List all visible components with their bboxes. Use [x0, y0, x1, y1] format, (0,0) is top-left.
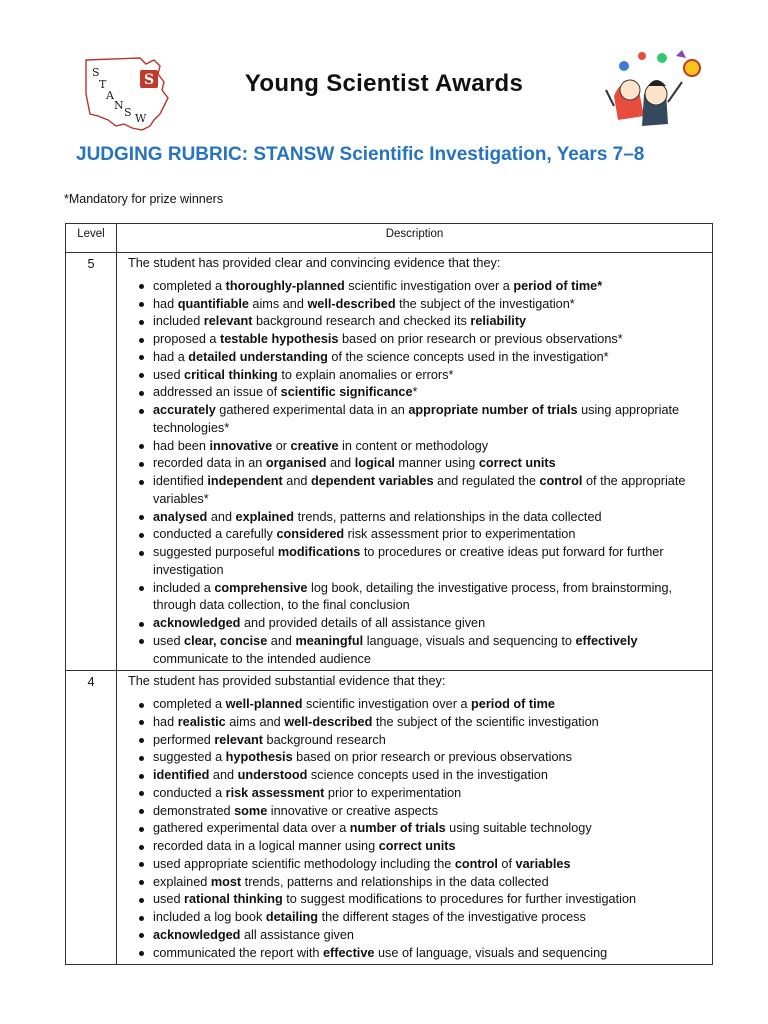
list-item: used rational thinking to suggest modifications to procedures for further investigation [153, 891, 706, 909]
column-header-description: Description [117, 224, 713, 253]
list-item: included a log book detailing the different stages of the investigative process [153, 909, 706, 927]
description-cell [117, 253, 713, 671]
svg-text:W: W [135, 112, 147, 125]
list-item: had a detailed understanding of the science concepts used in the investigation* [153, 349, 706, 367]
criteria-list [128, 696, 706, 962]
list-item: proposed a testable hypothesis based on prior research or previous observations* [153, 331, 706, 349]
list-item: used critical thinking to explain anomalies or errors* [153, 367, 706, 385]
list-item: accurately gathered experimental data in an appropriate number of trials using appropriate technologies* [153, 402, 706, 438]
rubric-table [65, 223, 713, 965]
scientists-clipart [604, 46, 708, 134]
list-item: recorded data in an organised and logical manner using correct units [153, 455, 706, 473]
rubric-subtitle: JUDGING RUBRIC: STANSW Scientific Investigation, Years 7–8 [76, 144, 645, 165]
level-lead: The student has provided substantial evidence that they: [128, 674, 446, 689]
list-item: identified independent and dependent variables and regulated the control of the appropriate variables* [153, 473, 706, 509]
list-item: had realistic aims and well-described the subject of the scientific investigation [153, 714, 706, 732]
list-item: acknowledged and provided details of all assistance given [153, 615, 706, 633]
list-item: suggested a hypothesis based on prior research or previous observations [153, 749, 706, 767]
list-item: completed a thoroughly-planned scientific investigation over a period of time* [153, 278, 706, 296]
list-item: conducted a carefully considered risk assessment prior to experimentation [153, 526, 706, 544]
level-cell: 5 [66, 253, 117, 671]
list-item: included relevant background research and checked its reliability [153, 313, 706, 331]
list-item: recorded data in a logical manner using correct units [153, 838, 706, 856]
list-item: had quantifiable aims and well-described the subject of the investigation* [153, 296, 706, 314]
level-cell: 4 [66, 671, 117, 965]
svg-text:T: T [99, 78, 107, 91]
svg-text:N: N [114, 99, 124, 112]
list-item: gathered experimental data over a number of trials using suitable technology [153, 820, 706, 838]
list-item: performed relevant background research [153, 732, 706, 750]
list-item: analysed and explained trends, patterns and relationships in the data collected [153, 509, 706, 527]
list-item: included a comprehensive log book, detailing the investigative process, from brainstorming, through data collection, to the final conclusion [153, 580, 706, 616]
list-item: conducted a risk assessment prior to experimentation [153, 785, 706, 803]
list-item: explained most trends, patterns and relationships in the data collected [153, 874, 706, 892]
list-item: used appropriate scientific methodology including the control of variables [153, 856, 706, 874]
svg-text:S: S [124, 106, 132, 119]
list-item: completed a well-planned scientific investigation over a period of time [153, 696, 706, 714]
table-row [66, 671, 713, 965]
svg-text:S: S [143, 72, 155, 88]
list-item: suggested purposeful modifications to procedures or creative ideas put forward for further investigation [153, 544, 706, 580]
column-header-level: Level [66, 224, 117, 253]
svg-text:S: S [92, 66, 100, 79]
list-item: demonstrated some innovative or creative aspects [153, 803, 706, 821]
list-item: addressed an issue of scientific significance* [153, 384, 706, 402]
svg-text:A: A [106, 89, 114, 102]
list-item: had been innovative or creative in content or methodology [153, 438, 706, 456]
list-item: used clear, concise and meaningful language, visuals and sequencing to effectively communicate to the intended audience [153, 633, 706, 669]
description-cell [117, 671, 713, 965]
list-item: acknowledged all assistance given [153, 927, 706, 945]
list-item: communicated the report with effective use of language, visuals and sequencing [153, 945, 706, 963]
mandatory-note: *Mandatory for prize winners [64, 192, 224, 206]
table-row [66, 253, 713, 671]
list-item: identified and understood science concepts used in the investigation [153, 767, 706, 785]
table-header-row [66, 224, 713, 253]
page-title: Young Scientist Awards [244, 70, 524, 97]
level-lead: The student has provided clear and convincing evidence that they: [128, 256, 501, 270]
criteria-list [128, 278, 706, 669]
